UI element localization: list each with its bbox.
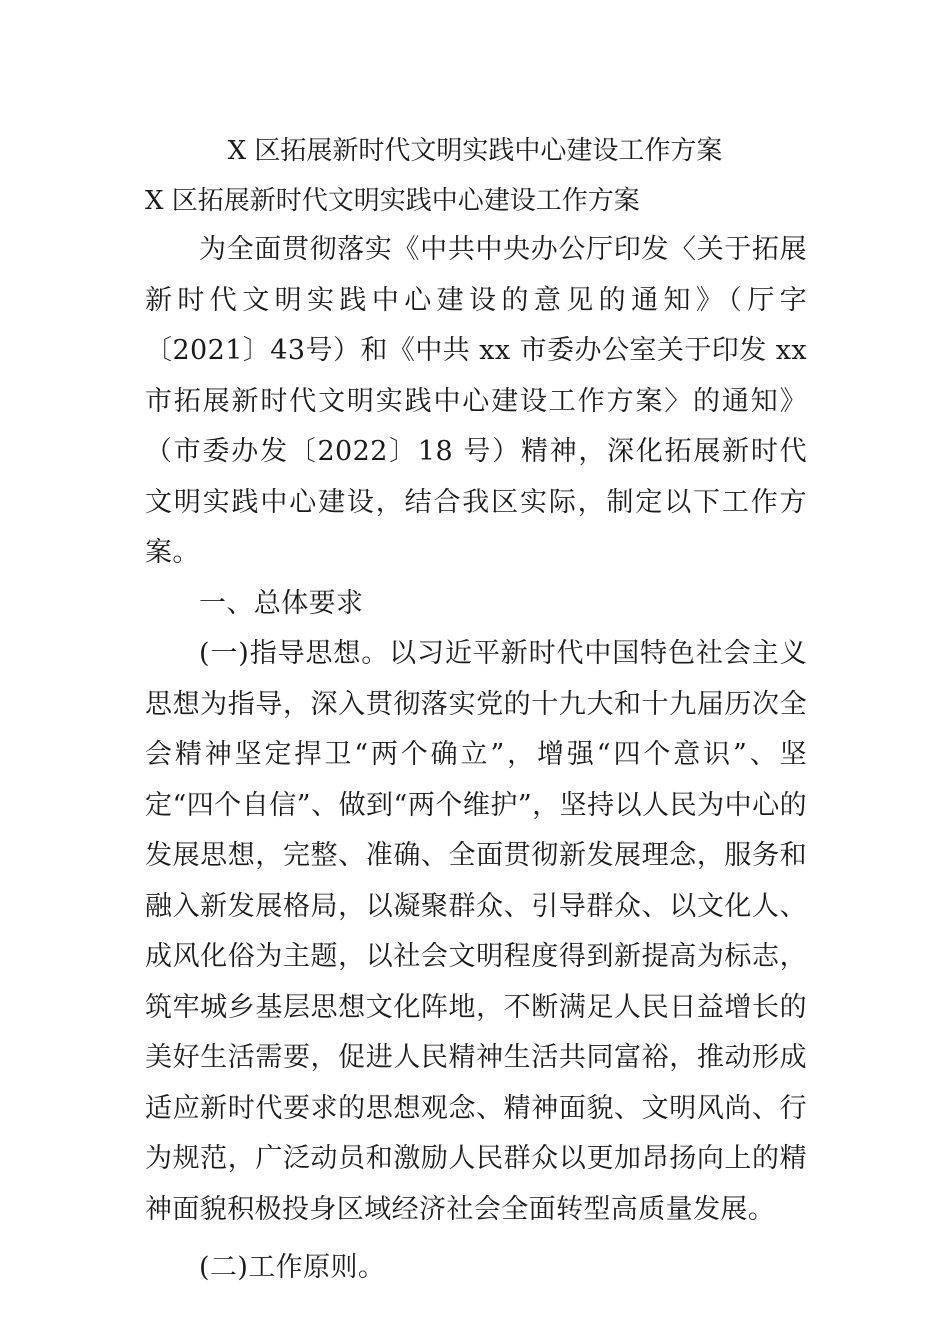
document-title-left: X 区拓展新时代文明实践中心建设工作方案 [145,186,640,216]
work-principles-heading: (二)工作原则。 [199,1252,386,1283]
document-title-centered: X 区拓展新时代文明实践中心建设工作方案 [227,136,723,166]
document-body [145,225,807,1294]
intro-paragraph: 为全面贯彻落实《中共中央办公厅印发〈关于拓展新时代文明实践中心建设的意见的通知》（厅字〔2021〕43号）和《中共 xx 市委办公室关于印发 xx 市拓展新时代文明实践中心建设工作方案〉的通知》（市委办发〔2022〕18 号）精神，深化拓展新时代文明实践中心建设，结合我区实际，制定以下工作方案。 [145,234,807,568]
section-heading-general-requirements: 一、总体要求 [199,587,364,619]
guiding-thought-paragraph: (一)指导思想。以习近平新时代中国特色社会主义思想为指导，深入贯彻落实党的十九大和十九届历次全会精神坚定捍卫“两个确立”，增强“四个意识”、坚定“四个自信”、做到“两个维护”，坚持以人民为中心的发展思想，完整、准确、全面贯彻新发展理念，服务和融入新发展格局，以凝聚群众、引导群众、以文化人、成风化俗为主题，以社会文明程度得到新提高为标志，筑牢城乡基层思想文化阵地，不断满足人民日益增长的美好生活需要，促进人民精神生活共同富裕，推动形成适应新时代要求的思想观念、精神面貌、文明风尚、行为规范，广泛动员和激励人民群众以更加昂扬向上的精神面貌积极投身区域经济社会全面转型高质量发展。 [145,638,807,1225]
